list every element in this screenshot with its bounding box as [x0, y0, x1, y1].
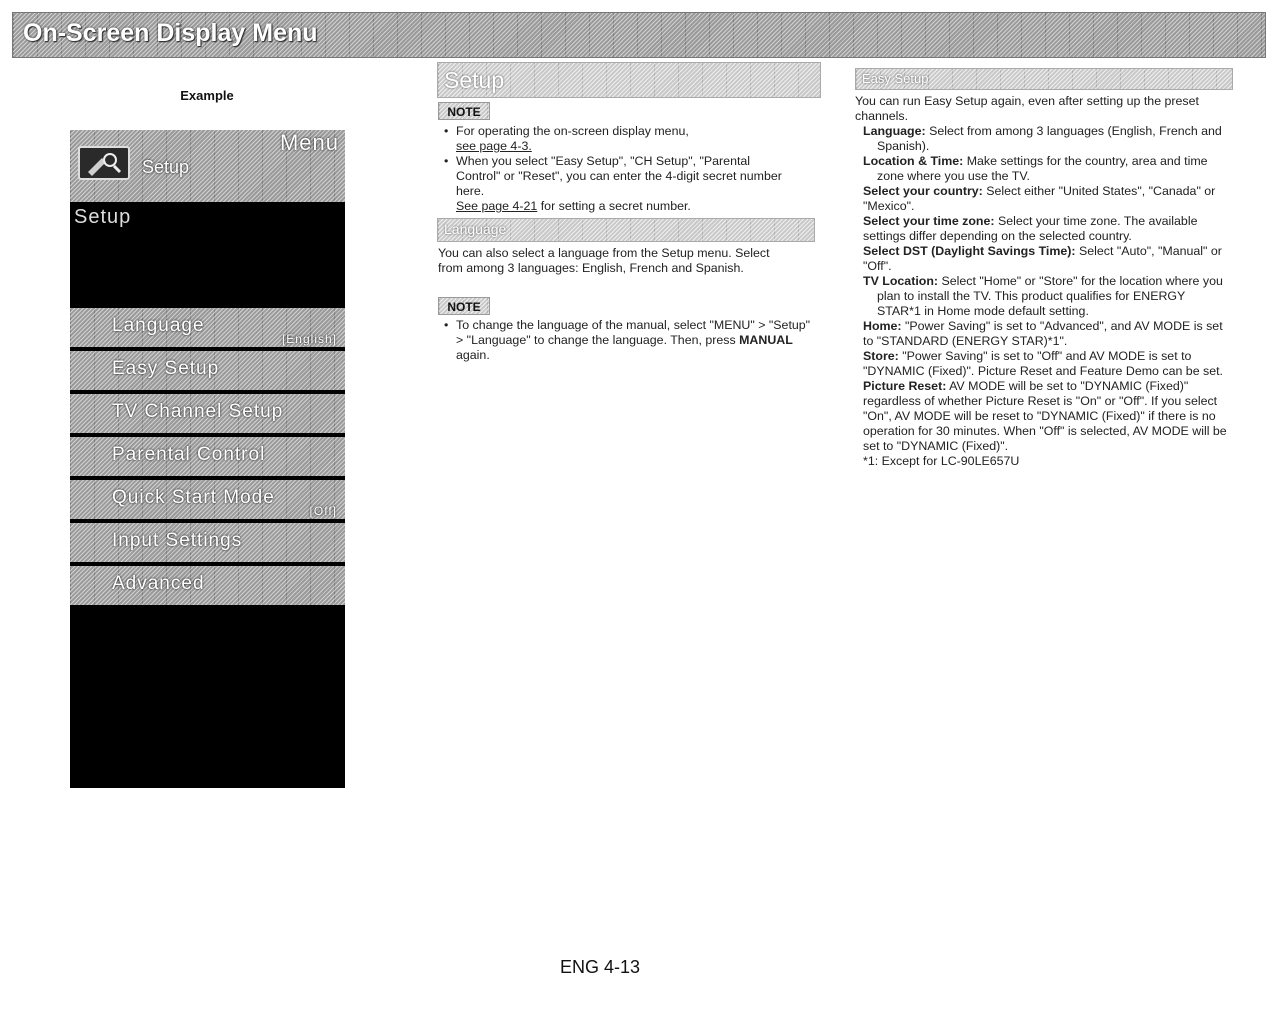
- footnote: *1: Except for LC-90LE657U: [863, 454, 1020, 468]
- example-label: Example: [180, 88, 234, 103]
- tv-menu-item-language[interactable]: [70, 308, 345, 349]
- tv-menu-title: Menu: [279, 130, 339, 155]
- desc: Make settings for the country, area and time zone where you use the TV.: [877, 154, 1208, 183]
- easy-setup-section-header: [855, 68, 1233, 90]
- easy-setup-content: [855, 94, 1230, 469]
- term: Select your time zone:: [863, 214, 995, 228]
- note-text: again.: [456, 348, 490, 362]
- tv-header-setup-label: Setup: [142, 157, 190, 177]
- term: TV Location:: [863, 274, 939, 288]
- tv-menu-item-quick-start-mode[interactable]: [70, 480, 345, 521]
- page-title: On-Screen Display Menu: [23, 19, 318, 47]
- entry-store: [855, 349, 1230, 379]
- tv-menu-item-label: Parental Control: [112, 444, 266, 465]
- language-description: You can also select a language from the Setup menu. Select from among 3 languages: English, French and Spanish.: [438, 246, 770, 275]
- note-text: When you select "Easy Setup", "CH Setup", "Parental Control" or "Reset", you can enter the 4-digit secret number here.: [456, 154, 782, 198]
- term: Picture Reset:: [863, 379, 947, 393]
- desc: "Power Saving" is set to "Off" and AV MODE is set to "DYNAMIC (Fixed)". Picture Reset and Feature Demo can be set.: [863, 349, 1224, 378]
- entry-location-time: [855, 154, 1230, 184]
- tv-menu-screen: [70, 130, 345, 788]
- tv-menu-item-label: TV Channel Setup: [112, 401, 284, 422]
- note-bullet: [438, 318, 814, 363]
- desc: Select your time zone. The available settings differ depending on the selected country.: [863, 214, 1198, 243]
- tv-submenu-title: Setup: [74, 206, 132, 228]
- tv-menu-item-easy-setup[interactable]: [70, 351, 345, 392]
- note-tag: NOTE: [438, 297, 490, 315]
- setup-tools-icon: [78, 146, 130, 180]
- see-page-link[interactable]: See page 4-21: [456, 199, 538, 213]
- note-tag: NOTE: [438, 102, 490, 120]
- tv-menu-item-value: [Off]: [309, 504, 337, 518]
- tv-menu-header: [70, 130, 345, 202]
- easy-setup-intro: You can run Easy Setup again, even after setting up the preset channels.: [855, 94, 1199, 123]
- note-bullet: [438, 154, 794, 214]
- setup-section-title: Setup: [444, 67, 505, 93]
- language-section-title: Language: [444, 221, 507, 237]
- term: Location & Time:: [863, 154, 964, 168]
- desc: "Power Saving" is set to "Advanced", and AV MODE is set to "STANDARD (ENERGY STAR)*1".: [863, 319, 1223, 348]
- tv-menu-item-label: Quick Start Mode: [112, 487, 275, 508]
- note-block-language: [438, 318, 814, 363]
- term: Language:: [863, 124, 926, 138]
- note-text: To change the language of the manual, select "MENU" > "Setup" > "Language" to change the language. Then, press: [456, 318, 811, 347]
- term: Select your country:: [863, 184, 983, 198]
- easy-setup-section-title: Easy Setup: [862, 71, 929, 86]
- desc: Select either "United States", "Canada" or "Mexico".: [863, 184, 1216, 213]
- entry-tv-location: [855, 274, 1230, 319]
- note-text: for setting a secret number.: [537, 199, 691, 213]
- tv-menu-item-parental-control[interactable]: [70, 437, 345, 478]
- desc: Select "Auto", "Manual" or "Off".: [863, 244, 1222, 273]
- tv-menu-item-input-settings[interactable]: [70, 523, 345, 564]
- tv-menu-item-label: Easy Setup: [112, 358, 220, 379]
- language-section-header: [437, 218, 815, 242]
- entry-select-country: [855, 184, 1230, 214]
- entry-language: [855, 124, 1230, 154]
- see-page-link[interactable]: see page 4-3.: [456, 139, 532, 153]
- term: Store:: [863, 349, 899, 363]
- term: Select DST (Daylight Savings Time):: [863, 244, 1076, 258]
- tv-menu-item-advanced[interactable]: [70, 566, 345, 607]
- tv-menu-item-label: Advanced: [112, 573, 205, 594]
- desc: AV MODE will be set to "DYNAMIC (Fixed)" regardless of whether Picture Reset is "On" or "Off". If you select "On", AV MODE will be reset to "DYNAMIC (Fixed)" if there is no operation for 30 minutes. When "Off" is selected, AV MODE will be set to "DYNAMIC (Fixed)".: [863, 379, 1227, 453]
- tv-menu-item-value: [English]: [281, 332, 337, 346]
- tv-menu-item-label: Input Settings: [112, 530, 243, 551]
- entry-picture-reset: [855, 379, 1230, 454]
- note-text: For operating the on-screen display menu,: [456, 124, 689, 138]
- desc: Select "Home" or "Store" for the location where you plan to install the TV. This product qualifies for ENERGY STAR*1 in Home mode default setting.: [877, 274, 1223, 318]
- note-bullet: [438, 124, 794, 154]
- term: Home:: [863, 319, 902, 333]
- entry-home: [855, 319, 1230, 349]
- entry-select-dst: [855, 244, 1230, 274]
- page-number: ENG 4-13: [559, 957, 641, 977]
- desc: Select from among 3 languages (English, French and Spanish).: [877, 124, 1222, 153]
- tv-menu-item-label: Language: [112, 315, 205, 336]
- page-banner: [12, 12, 1266, 58]
- setup-section-header: [437, 62, 821, 98]
- manual-button-text: MANUAL: [739, 333, 793, 347]
- entry-select-time-zone: [855, 214, 1230, 244]
- note-block-setup: [438, 124, 794, 214]
- tv-menu-item-tv-channel-setup[interactable]: [70, 394, 345, 435]
